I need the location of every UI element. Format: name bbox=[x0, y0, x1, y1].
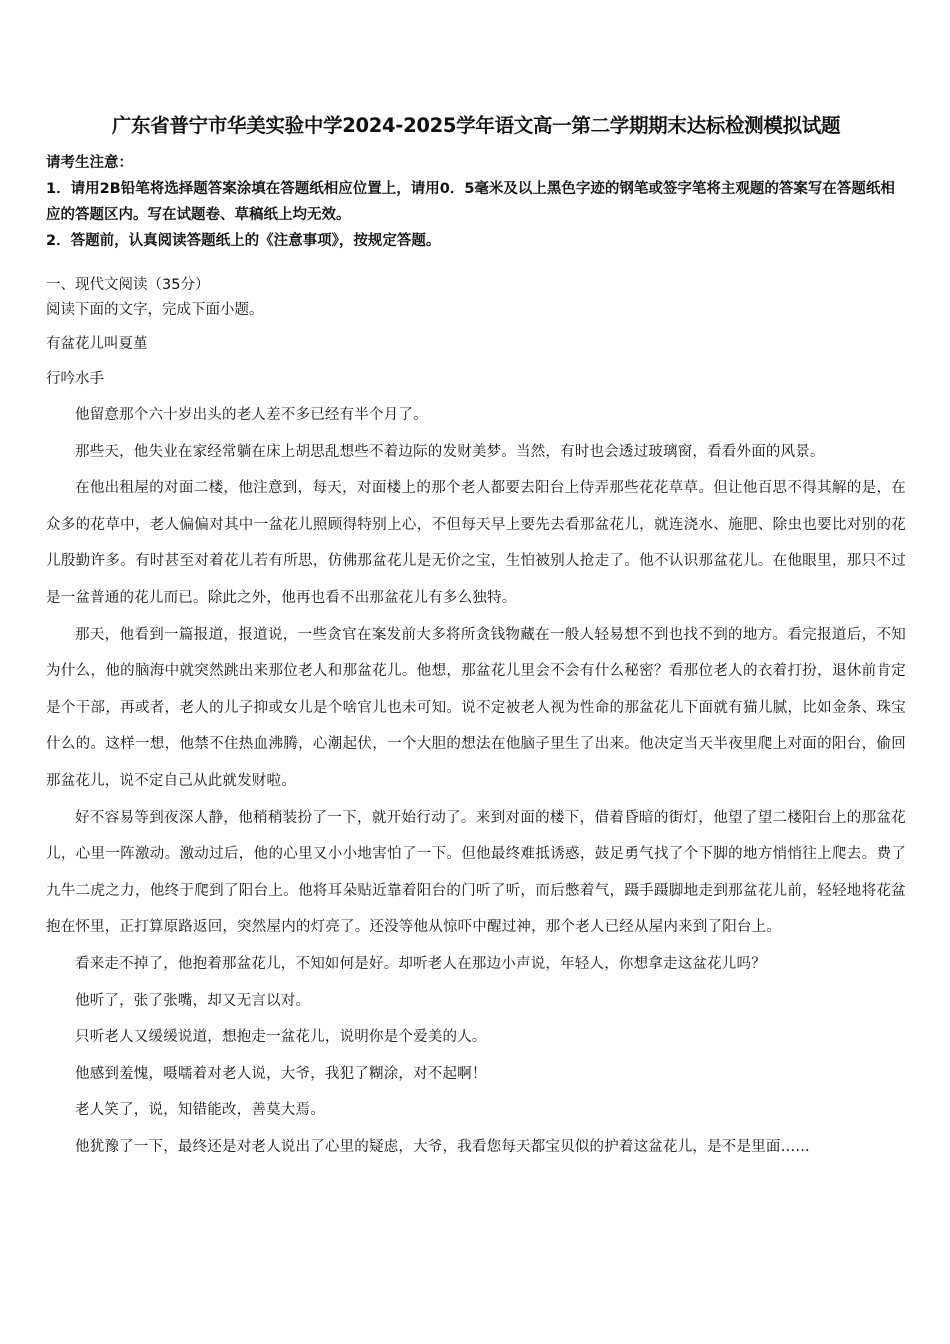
notice-item-2: 2．答题前，认真阅读答题纸上的《注意事项》，按规定答题。 bbox=[46, 233, 441, 249]
story-paragraph: 他感到羞愧，嗫嚅着对老人说，大爷，我犯了糊涂，对不起啊！ bbox=[75, 1065, 487, 1082]
story-paragraph: 那些天，他失业在家经常躺在床上胡思乱想些不着边际的发财美梦。当然，有时也会透过玻璃窗，看看外面的风景。 bbox=[75, 443, 825, 460]
story-paragraph: 他犹豫了一下，最终还是对老人说出了心里的疑虑，大爷，我看您每天都宝贝似的护着这盆花儿，是不是里面…… bbox=[75, 1138, 810, 1155]
notice-item-1: 1．请用2B铅笔将选择题答案涂填在答题纸相应位置上，请用0．5毫米及以上黑色字迹的钢笔或签字笔将主观题的答案写在答题纸相应的答题区内。写在试题卷、草稿纸上均无效。 bbox=[46, 181, 895, 223]
story-paragraph: 看来走不掉了，他抱着那盆花儿，不知如何是好。却听老人在那边小声说，年轻人，你想拿走这盆花儿吗？ bbox=[75, 955, 766, 972]
story-paragraph: 老人笑了，说，知错能改，善莫大焉。 bbox=[75, 1102, 325, 1119]
story-paragraph: 好不容易等到夜深人静，他稍稍装扮了一下，就开始行动了。来到对面的楼下，借着昏暗的街灯，他望了望二楼阳台上的那盆花儿，心里一阵激动。激动过后，他的心里又小小地害怕了一下。但他最终难抵诱惑，鼓足勇气找了个下脚的地方悄悄往上爬去。费了九牛二虎之力，他终于爬到了阳台上。他将耳朵贴近靠着阳台的门听了听，而后憋着气，蹑手蹑脚地走到那盆花儿前，轻轻地将花盆抱在怀里，正打算原路返回，突然屋内的灯亮了。还没等他从惊吓中醒过神，那个老人已经从屋内来到了阳台上。 bbox=[46, 809, 906, 936]
story-body bbox=[46, 397, 906, 1165]
story-paragraph: 他留意那个六十岁出头的老人差不多已经有半个月了。 bbox=[75, 407, 428, 423]
story-paragraph: 只听老人又缓缓说道，想抱走一盆花儿，说明你是个爱美的人。 bbox=[75, 1029, 487, 1046]
story-author: 行吟水手 bbox=[46, 371, 104, 387]
story-paragraph: 在他出租屋的对面二楼，他注意到，每天，对面楼上的那个老人都要去阳台上侍弄那些花花草草。但让他百思不得其解的是，在众多的花草中，老人偏偏对其中一盆花儿照顾得特别上心，不但每天早上要先去看那盆花儿，就连浇水、施肥、除虫也要比对别的花儿殷勤许多。有时甚至对着花儿若有所思，仿佛那盆花儿是无价之宝，生怕被别人抢走了。他不认识那盆花儿。在他眼里，那只不过是一盆普通的花儿而已。除此之外，他再也看不出那盆花儿有多么独特。 bbox=[46, 480, 906, 606]
section-heading: 一、现代文阅读（35分） bbox=[46, 277, 210, 293]
story-paragraph: 他听了，张了张嘴，却又无言以对。 bbox=[75, 992, 311, 1009]
page-title: 广东省普宁市华美实验中学2024-2025学年语文高一第二学期期末达标检测模拟试题 bbox=[111, 114, 841, 137]
story-title: 有盆花儿叫夏堇 bbox=[46, 336, 148, 352]
reading-instruction: 阅读下面的文字，完成下面小题。 bbox=[46, 302, 264, 318]
story-paragraph: 那天，他看到一篇报道，报道说，一些贪官在案发前大多将所贪钱物藏在一般人轻易想不到也找不到的地方。看完报道后，不知为什么，他的脑海中就突然跳出来那位老人和那盆花儿。他想，那盆花儿里会不会有什么秘密？看那位老人的衣着打扮，退休前肯定是个干部，再或者，老人的儿子抑或女儿是个啥官儿也未可知。说不定被老人视为性命的那盆花儿下面就有猫儿腻，比如金条、珠宝什么的。这样一想，他禁不住热血沸腾，心潮起伏，一个大胆的想法在他脑子里生了出来。他决定当天半夜里爬上对面的阳台，偷回那盆花儿，说不定自己从此就发财啦。 bbox=[46, 626, 906, 789]
notice-block bbox=[46, 150, 906, 254]
notice-heading: 请考生注意： bbox=[46, 155, 133, 171]
